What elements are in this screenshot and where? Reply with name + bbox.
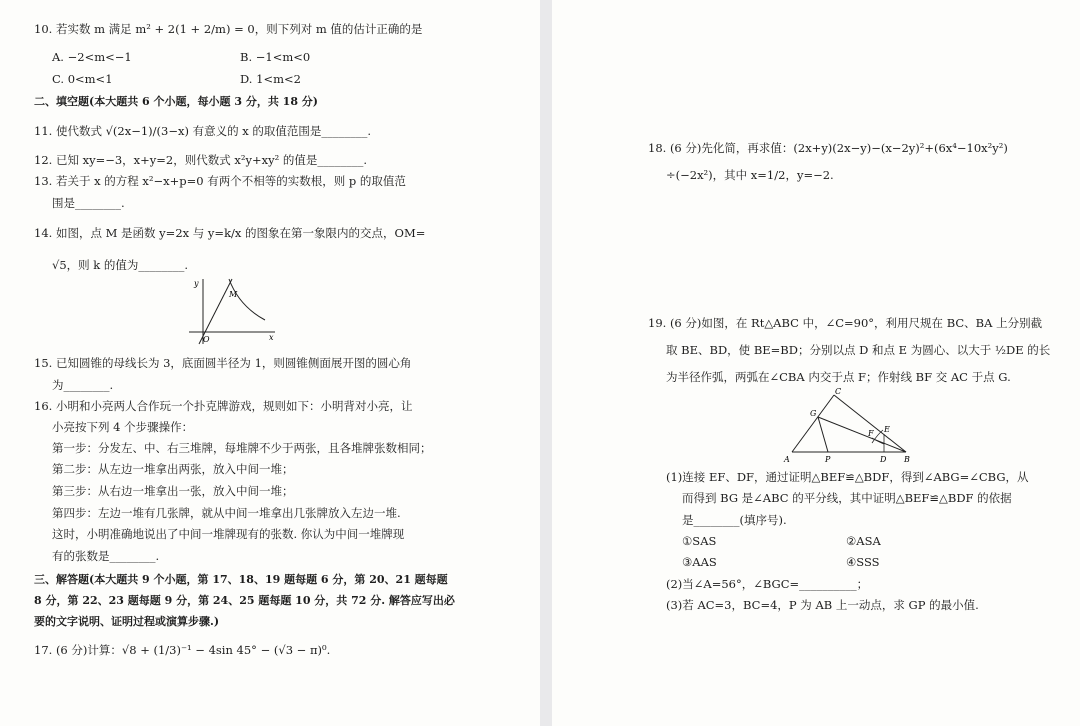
label-p: P [825, 455, 831, 464]
option-sas: ①SAS [682, 534, 717, 548]
origin-label: O [203, 335, 210, 344]
q16-line-2: 小亮按下列 4 个步骤操作： [52, 420, 194, 434]
q18-line-1: 18. (6 分)先化简，再求值：(2x+y)(2x−y)−(x−2y)²+(6x⁴−10x²y²) [648, 141, 1008, 155]
q13-line-1: 13. 若关于 x 的方程 x²−x+p=0 有两个不相等的实数根，则 p 的取值范 [34, 174, 406, 188]
q10-stem: 10. 若实数 m 满足 m² + 2(1 + 2/m) = 0，则下列对 m 值的估计正确的是 [34, 22, 423, 36]
label-b: B [904, 455, 910, 464]
q14-line-1: 14. 如图，点 M 是函数 y=2x 与 y=k/x 的图象在第一象限内的交点，OM= [34, 226, 426, 240]
q16-step-3: 第三步：从右边一堆拿出一张，放入中间一堆； [52, 484, 294, 498]
q19-part-3: (3)若 AC=3，BC=4，P 为 AB 上一动点，求 GP 的最小值. [666, 598, 979, 612]
right-exam-page [552, 0, 1080, 726]
q16-line-8: 有的张数是________. [52, 549, 160, 563]
q14-graph-figure [185, 276, 280, 348]
q19-part-1-line-2: 而得到 BG 是∠ABC 的平分线，其中证明△BEF≌△BDF 的依据 [682, 491, 1012, 505]
section-3-heading-3: 要的文字说明、证明过程或演算步骤.) [34, 615, 220, 628]
q12: 12. 已知 xy=−3，x+y=2，则代数式 x²y+xy² 的值是________. [34, 153, 368, 167]
label-f: F [868, 429, 874, 438]
q17: 17. (6 分)计算：√8 + (1/3)⁻¹ − 4sin 45° − (√3 − π)⁰. [34, 643, 331, 657]
x-axis-label: x [269, 333, 274, 342]
q14-line-2: √5，则 k 的值为________. [52, 258, 189, 272]
q19-line-3: 为半径作弧，两弧在∠CBA 内交于点 F；作射线 BF 交 AC 于点 G. [666, 370, 1011, 384]
label-c: C [835, 387, 842, 396]
y-axis-label: y [194, 279, 199, 288]
q10-option-a: A. −2<m<−1 [52, 50, 132, 64]
label-e: E [884, 425, 890, 434]
q13-line-2: 围是________. [52, 196, 125, 210]
q19-part-2: (2)当∠A=56°，∠BGC=__________； [666, 577, 869, 591]
section-2-heading: 二、填空题(本大题共 6 个小题，每小题 3 分，共 18 分) [34, 95, 319, 108]
segment-gp [818, 417, 828, 452]
q19-line-1: 19. (6 分)如图，在 Rt△ABC 中，∠C=90°，利用尺规在 BC、BA 上分别截 [648, 316, 1043, 330]
section-3-heading-2: 8 分，第 22、23 题每题 9 分，第 24、25 题每题 10 分，共 72 分. 解答应写出必 [34, 594, 455, 607]
segment-cb [834, 395, 906, 452]
label-g: G [810, 409, 817, 418]
point-m-label: M [229, 290, 238, 299]
option-asa: ②ASA [846, 534, 881, 548]
q19-triangle-figure [780, 386, 916, 466]
q10-option-c: C. 0<m<1 [52, 72, 113, 86]
option-sss: ④SSS [846, 555, 880, 569]
q10-option-b: B. −1<m<0 [240, 50, 311, 64]
q18-line-2: ÷(−2x²)，其中 x=1/2，y=−2. [666, 168, 834, 182]
segment-ac [792, 395, 834, 452]
q16-line-1: 16. 小明和小亮两人合作玩一个扑克牌游戏，规则如下：小明背对小亮，让 [34, 399, 413, 413]
q19-line-2: 取 BE、BD，使 BE=BD；分别以点 D 和点 E 为圆心、以大于 ½DE 的长 [666, 343, 1051, 357]
q11: 11. 使代数式 √(2x−1)/(3−x) 有意义的 x 的取值范围是________. [34, 124, 372, 138]
ray-bg [818, 417, 906, 452]
q19-part-1-line-3: 是________(填序号). [682, 513, 787, 527]
label-d: D [880, 455, 887, 464]
q16-step-2: 第二步：从左边一堆拿出两张，放入中间一堆； [52, 462, 294, 476]
label-a: A [784, 455, 790, 464]
q15-line-2: 为________. [52, 378, 114, 392]
q19-part-1-line-1: (1)连接 EF、DF，通过证明△BEF≌△BDF，得到∠ABG=∠CBG，从 [666, 470, 1029, 484]
q16-step-1: 第一步：分发左、中、右三堆牌，每堆牌不少于两张，且各堆牌张数相同； [52, 441, 432, 455]
q16-step-4: 第四步：左边一堆有几张牌，就从中间一堆拿出几张牌放入左边一堆. [52, 506, 401, 520]
q15-line-1: 15. 已知圆锥的母线长为 3，底面圆半径为 1，则圆锥侧面展开图的圆心角 [34, 356, 412, 370]
option-aas: ③AAS [682, 555, 717, 569]
q16-line-7: 这时，小明准确地说出了中间一堆牌现有的张数. 你认为中间一堆牌现 [52, 527, 405, 541]
hyperbola-curve [229, 279, 265, 320]
section-3-heading-1: 三、解答题(本大题共 9 个小题，第 17、18、19 题每题 6 分，第 20、21 题每题 [34, 573, 448, 586]
q10-option-d: D. 1<m<2 [240, 72, 301, 86]
